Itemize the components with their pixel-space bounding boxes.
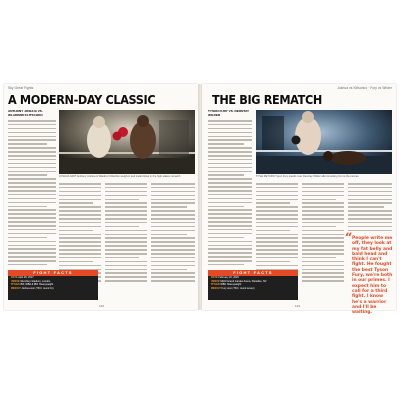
- fact-row: DATE April 29, 2017: [11, 276, 34, 279]
- headline: THE BIG REMATCH: [212, 92, 322, 107]
- article-column-1: [208, 120, 252, 268]
- fight-photo-joshua-klitschko: [59, 110, 195, 174]
- fact-row: VENUE Wembley Stadium, London: [11, 279, 51, 283]
- fact-row: TITLES WBC Heavyweight: [211, 283, 242, 287]
- fact-row: RESULT Joshua won (TKO, round 11): [11, 286, 54, 290]
- fight-facts-box: [208, 270, 298, 300]
- article-column-3: [105, 183, 147, 284]
- article-column-1: [8, 120, 56, 268]
- running-head: Joshua vs Klitschko · Fury vs Wilder: [337, 86, 392, 90]
- article-column-2: [59, 183, 101, 284]
- fight-facts-title: FIGHT FACTS: [8, 270, 98, 276]
- fight-byline: TYSON FURY VS. DEONTAY WILDER: [208, 109, 250, 117]
- running-head: Sky Great Fights: [8, 86, 34, 90]
- fact-row: DATE February 22, 2020: [211, 276, 239, 279]
- article-column-3: [302, 183, 344, 284]
- quote-mark-icon: “: [345, 231, 353, 246]
- fact-row: VENUE MGM Grand Garden Arena, Paradise, NV: [211, 279, 267, 283]
- article-column-4: [348, 183, 392, 234]
- fight-facts-box: [8, 270, 98, 300]
- right-page: [202, 84, 396, 316]
- fight-facts-title: FIGHT FACTS: [208, 270, 298, 276]
- fight-photo-fury-wilder: [256, 110, 392, 174]
- page-number: 123: [295, 304, 301, 308]
- fact-row: RESULT Fury won (TKO, round seven): [211, 286, 255, 290]
- pull-quote: People write me off, they look at my fat belly and bald head and think I can't fight. He fought the best Tyson Fury, we're both in our primes. I expect him to call for a third fight. I know he's a warrior and I'll be waiting.: [352, 236, 393, 316]
- article-column-2: [256, 183, 298, 284]
- photo-caption: TITLE RETURN Tyson Fury stands over Deontay Wilder after knocking him to the canvas: [256, 175, 359, 178]
- page-number: 122: [99, 304, 105, 308]
- fact-row: TITLES IBF, WBA & IBO Heavyweight: [11, 283, 54, 287]
- headline: A MODERN-DAY CLASSIC: [8, 92, 156, 107]
- photo-caption: JOSHUA GRIT Anthony Joshua & Wladimir Klitschko weigh-in and trade blows in the high-stakes rematch: [59, 175, 181, 178]
- article-column-4: [151, 183, 195, 284]
- fight-byline: ANTHONY JOSHUA VS. WLADIMIR KLITSCHKO: [8, 109, 43, 117]
- left-page: [4, 84, 198, 310]
